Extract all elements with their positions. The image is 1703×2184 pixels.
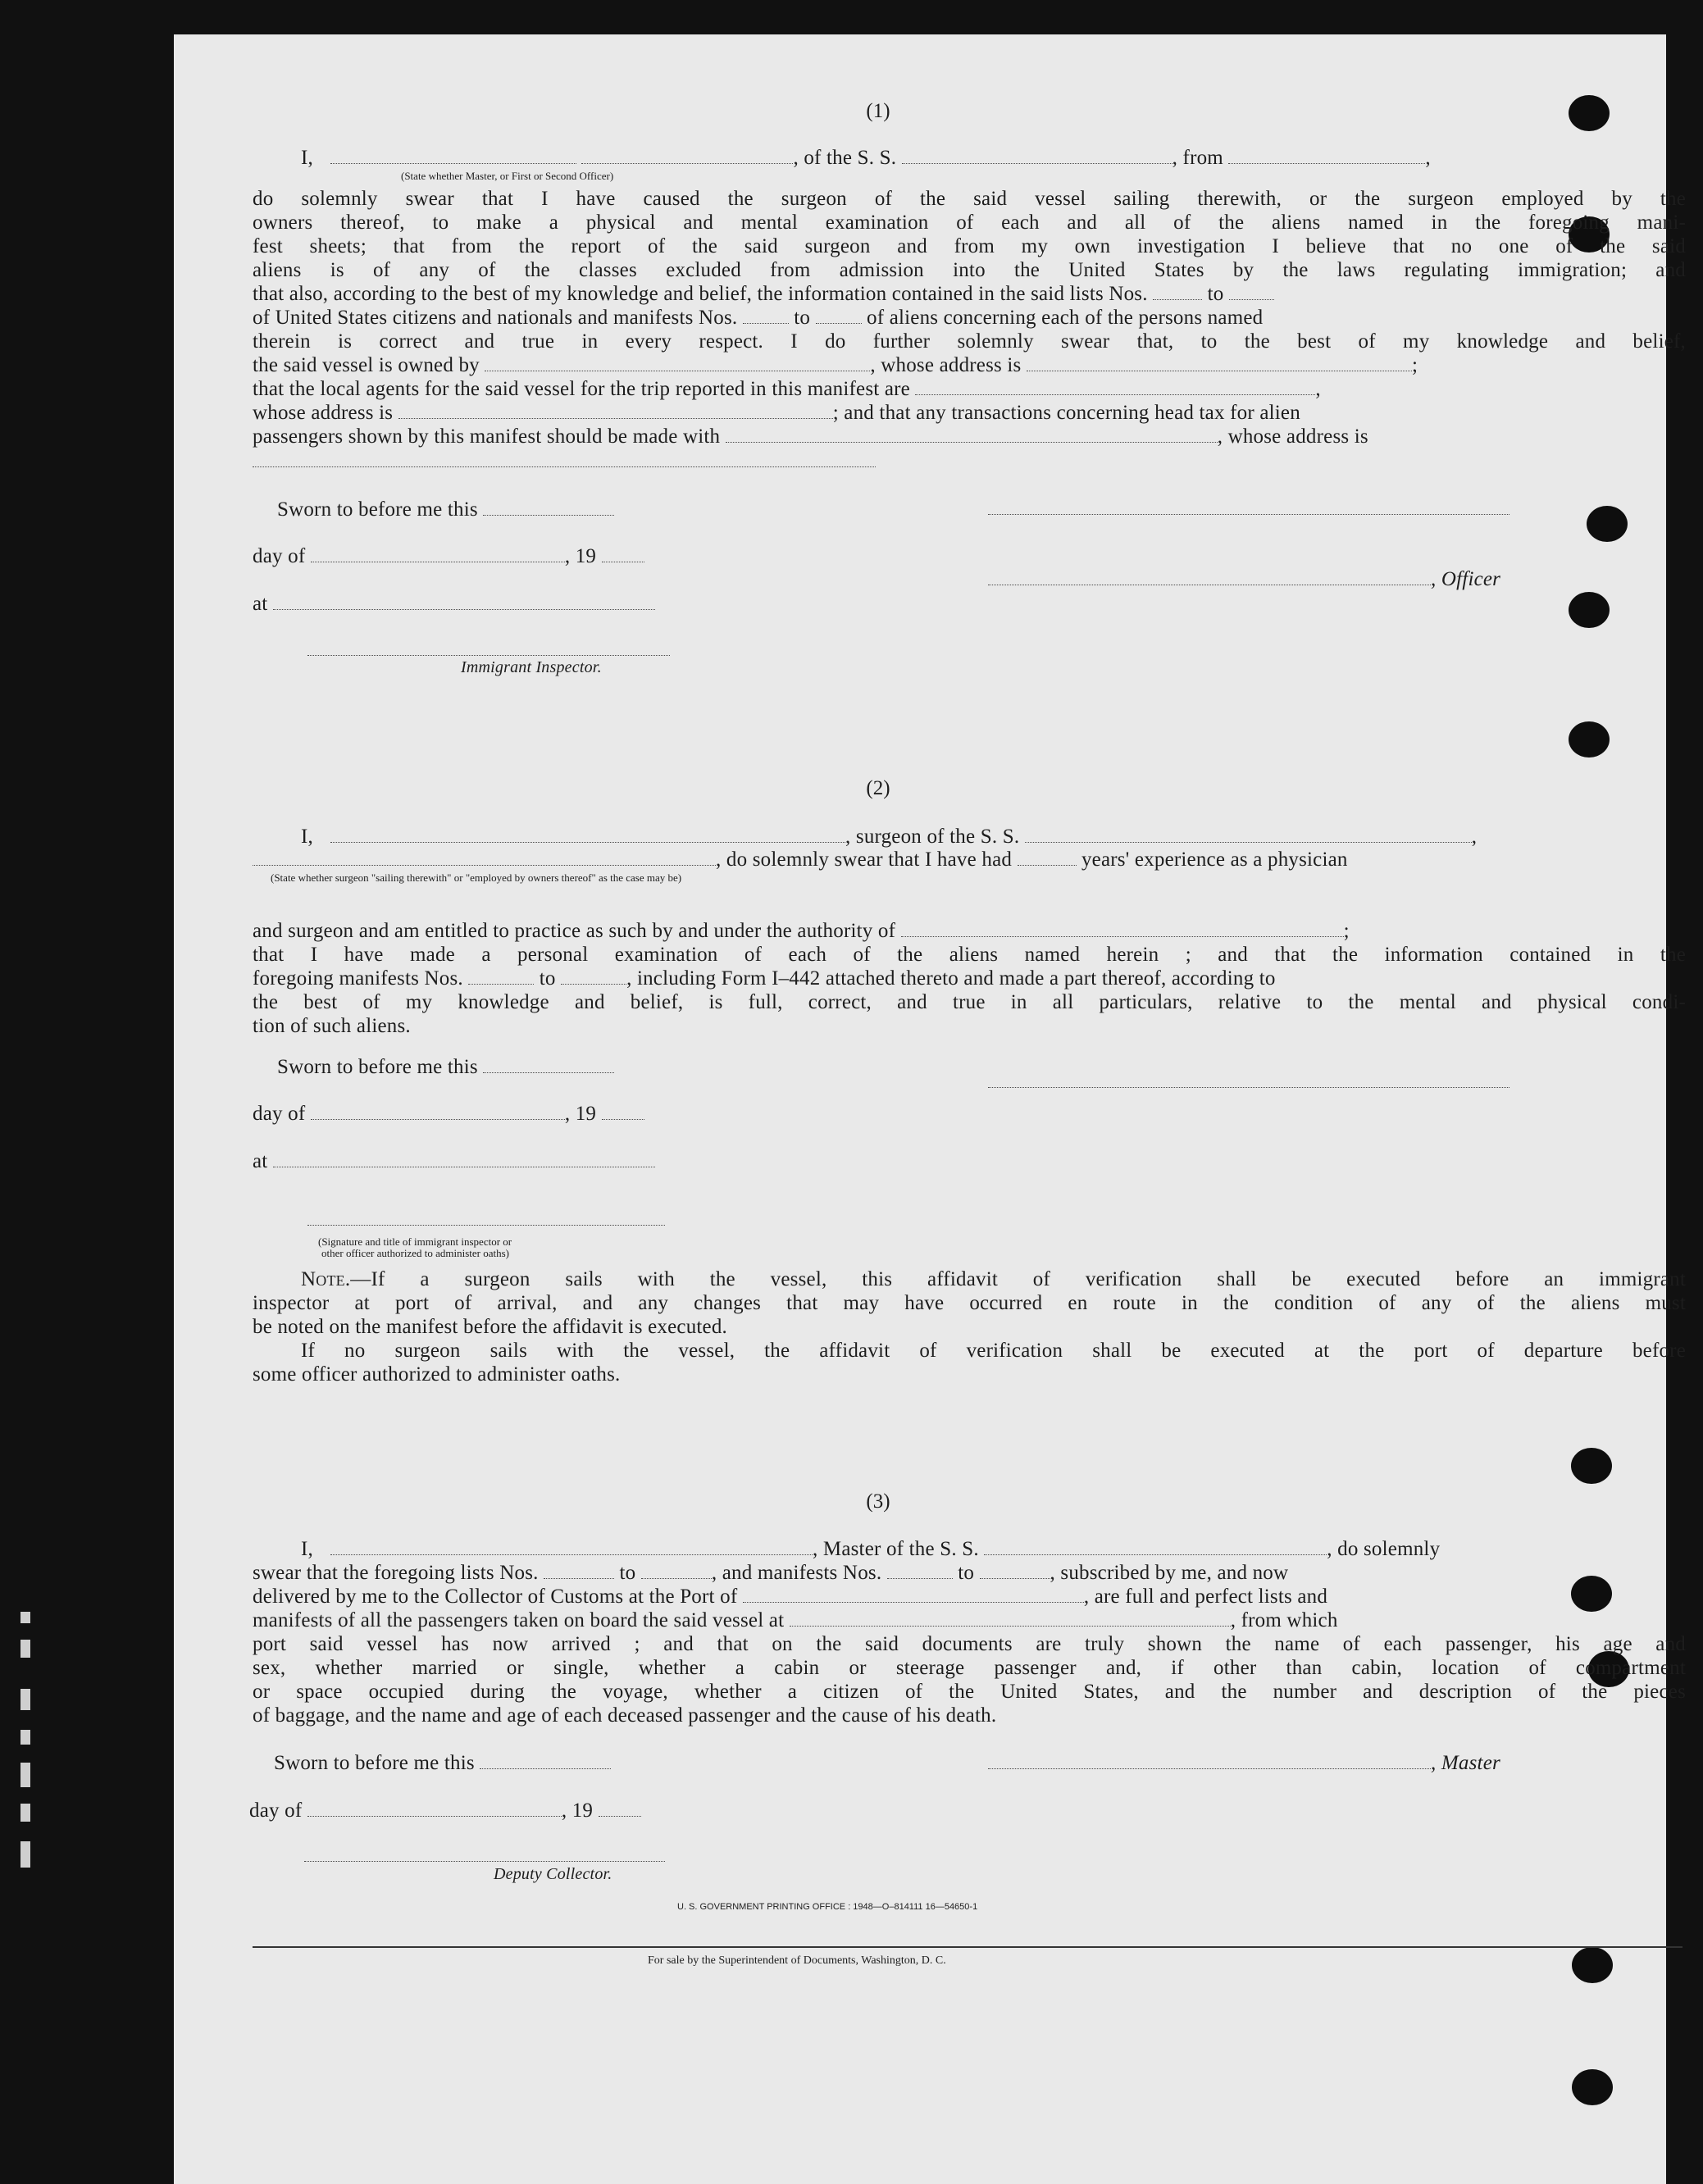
s2-authority-label: and surgeon and am entitled to practice as such by and under the authority of xyxy=(253,920,896,942)
s1-officer-signature-line[interactable] xyxy=(988,514,1509,515)
s2-authority-blank[interactable] xyxy=(901,921,1344,937)
s1-para-line: that the local agents for the said vessel for the trip reported in this manifest are , xyxy=(253,378,1321,400)
s3-para-line xyxy=(253,1608,1686,1632)
s1-label-i: I, xyxy=(301,147,313,169)
s3-lists-to: to xyxy=(619,1562,636,1584)
s3-master xyxy=(988,1751,1500,1775)
s2-para-line: that I have made a personal examination of each of the aliens named herein ; and that the information contained in the xyxy=(253,944,1686,966)
s3-day-of xyxy=(249,1799,641,1822)
s1-para-line: aliens is of any of the classes excluded from admission into the United States by the laws regulating immigration; and xyxy=(253,259,1686,281)
s3-port-departure-blank[interactable] xyxy=(790,1611,1231,1627)
s3-manifests-to-blank[interactable] xyxy=(980,1563,1050,1579)
s1-day-of-label: day of xyxy=(253,545,306,567)
s2-note-line xyxy=(301,1267,1686,1291)
s3-lists-from-blank[interactable] xyxy=(544,1563,614,1579)
s3-sworn-day-blank[interactable] xyxy=(480,1754,611,1769)
s2-day-of xyxy=(253,1102,644,1126)
section-2-heading: (2) xyxy=(866,777,890,799)
s2-manifests-from-blank[interactable] xyxy=(468,969,534,985)
s2-manifests-to-blank[interactable] xyxy=(561,969,626,985)
s3-para-line: port said vessel has now arrived ; and that on the said documents are truly shown the name of each passenger, his age and xyxy=(253,1633,1686,1655)
s1-label-of-ss: of the S. S. xyxy=(804,147,897,169)
s2-surgeon-signature-line[interactable] xyxy=(988,1087,1509,1088)
s3-line-i xyxy=(301,1537,1686,1561)
s2-vessel-blank[interactable] xyxy=(1025,827,1472,843)
s1-vessel-blank[interactable] xyxy=(902,148,1173,164)
punch-hole xyxy=(1569,721,1610,758)
s2-sworn-day-blank[interactable] xyxy=(483,1058,614,1073)
s2-label-i: I, xyxy=(301,826,313,848)
s1-para-line xyxy=(253,425,1686,448)
s2-experience xyxy=(253,848,1686,871)
s1-para-line xyxy=(253,306,1686,330)
s3-deputy-signature-line[interactable] xyxy=(304,1861,665,1862)
s1-owner-address-label: , whose address is xyxy=(870,354,1022,376)
s1-sworn-day-blank[interactable] xyxy=(483,500,614,516)
punch-hole xyxy=(1569,592,1610,628)
s1-address-continuation-blank[interactable] xyxy=(253,466,876,467)
s3-from-which: , from which xyxy=(1230,1609,1338,1631)
s3-para-line xyxy=(253,1585,1686,1608)
s2-line-i: I, , surgeon of the S. S. , xyxy=(301,826,1478,848)
s1-sworn xyxy=(277,498,614,521)
s3-name-blank[interactable] xyxy=(330,1540,813,1555)
s2-physician-label: years' experience as a physician xyxy=(1081,849,1348,871)
s2-manifests-to: to xyxy=(539,967,556,990)
s2-years-blank[interactable] xyxy=(1018,850,1077,866)
s1-day-month-blank[interactable] xyxy=(311,547,565,562)
film-edge-mark xyxy=(20,1804,30,1822)
s3-para-line: or space occupied during the voyage, whether a citizen of the United States, and the number and description of the pieces xyxy=(253,1681,1686,1703)
s2-signature-caption: other officer authorized to administer oaths) xyxy=(321,1247,509,1259)
s1-line-i: I, , of the S. S. , from , xyxy=(301,147,1431,169)
s2-year-prefix: , 19 xyxy=(564,1103,597,1125)
s1-head-tax-text: ; and that any transactions concerning head tax for alien xyxy=(832,402,1300,424)
s1-day-of xyxy=(253,544,644,568)
punch-hole xyxy=(1569,95,1610,131)
punch-hole xyxy=(1572,1947,1613,1983)
s3-manifests-from-blank[interactable] xyxy=(887,1563,953,1579)
s2-note-text: —If a surgeon sails with the vessel, this affidavit of verification shall be executed before an immigrant xyxy=(350,1268,1686,1290)
s3-taken-label: manifests of all the passengers taken on board the said vessel at xyxy=(253,1609,785,1631)
s2-form-text: , including Form I–442 attached thereto and made a part thereof, according to xyxy=(626,967,1276,990)
s3-para-line: sex, whether married or single, whether a cabin or steerage passenger and, if other than cabin, location of compartment xyxy=(253,1657,1686,1679)
s3-master-label: , Master xyxy=(1431,1752,1500,1774)
s1-lists-from-blank[interactable] xyxy=(1153,284,1202,300)
s2-year-blank[interactable] xyxy=(602,1104,644,1120)
s3-manifests-label: , and manifests Nos. xyxy=(711,1562,882,1584)
s1-sworn-label: Sworn to before me this xyxy=(277,498,478,521)
s2-para-line: tion of such aliens. xyxy=(253,1015,411,1037)
s1-year-blank[interactable] xyxy=(602,547,644,562)
s1-manifests-from-blank[interactable] xyxy=(743,308,789,324)
s3-day-month-blank[interactable] xyxy=(307,1801,562,1817)
s1-para-line xyxy=(253,401,1686,425)
s1-at xyxy=(253,592,655,616)
s1-owner-address-blank[interactable] xyxy=(1027,356,1412,371)
s3-perfect-text: , are full and perfect lists and xyxy=(1083,1586,1328,1608)
s2-sworn xyxy=(277,1055,614,1079)
film-edge-mark xyxy=(20,1763,30,1787)
s1-head-tax-with: passengers shown by this manifest should be made with xyxy=(253,425,721,448)
s2-inspector-signature-line[interactable] xyxy=(307,1225,665,1226)
s2-at xyxy=(253,1149,655,1173)
film-edge-mark xyxy=(20,1640,30,1658)
s3-sworn-label: Sworn to before me this xyxy=(274,1752,475,1774)
s3-para-line: of baggage, and the name and age of each deceased passenger and the cause of his death. xyxy=(253,1704,997,1727)
s1-para-line: do solemnly swear that I have caused the surgeon of the said vessel sailing therewith, or the surgeon employed by the xyxy=(253,188,1686,210)
s1-inspector-label: Immigrant Inspector. xyxy=(461,658,602,676)
s1-agent-address-label: whose address is xyxy=(253,402,394,424)
s3-deputy-label: Deputy Collector. xyxy=(494,1865,612,1883)
s3-label-i: I, xyxy=(301,1538,313,1560)
s2-signature-caption: (Signature and title of immigrant inspector or xyxy=(318,1235,512,1248)
film-edge-mark xyxy=(20,1841,30,1868)
s1-name-blank[interactable] xyxy=(330,148,576,164)
s3-sworn xyxy=(274,1751,611,1775)
s2-para-line: the best of my knowledge and belief, is full, correct, and true in all particulars, relative to the mental and physical condi- xyxy=(253,991,1686,1013)
s2-surgeon-of-label: , surgeon of the S. S. xyxy=(845,826,1020,848)
s1-at-label: at xyxy=(253,593,268,615)
section-1-heading: (1) xyxy=(866,100,890,122)
punch-hole xyxy=(1571,1448,1612,1484)
s2-note-line: If no surgeon sails with the vessel, the affidavit of verification shall be executed at the port of departure before xyxy=(301,1340,1686,1362)
footer-rule xyxy=(253,1946,1683,1948)
s1-from-blank[interactable] xyxy=(1228,148,1425,164)
punch-hole xyxy=(1572,2069,1613,2105)
film-edge-mark xyxy=(20,1612,30,1623)
s1-owned-by: the said vessel is owned by xyxy=(253,354,480,376)
s2-manifests-label: foregoing manifests Nos. xyxy=(253,967,463,990)
s2-at-blank[interactable] xyxy=(273,1152,655,1167)
film-edge-mark xyxy=(20,1730,30,1745)
s1-aliens-text: of aliens concerning each of the persons named xyxy=(867,307,1264,329)
for-sale-note: For sale by the Superintendent of Documents, Washington, D. C. xyxy=(648,1954,946,1967)
s3-master-signature-blank[interactable] xyxy=(988,1754,1431,1769)
s3-year-blank[interactable] xyxy=(599,1801,641,1817)
s1-para-line xyxy=(253,282,1686,306)
s3-lists-to-blank[interactable] xyxy=(641,1563,712,1579)
s3-year-prefix: , 19 xyxy=(561,1800,594,1822)
s1-head-tax-address-label: , whose address is xyxy=(1217,425,1368,448)
s1-para-line: owners thereof, to make a physical and mental examination of each and all of the aliens named in the foregoing mani- xyxy=(253,212,1686,234)
s2-at-label: at xyxy=(253,1150,268,1172)
s1-rank-blank[interactable] xyxy=(581,148,793,164)
s2-swear-label: , do solemnly swear that I have had xyxy=(716,849,1013,871)
s2-note-label: Note. xyxy=(301,1268,351,1290)
s1-officer-blank[interactable] xyxy=(988,570,1431,585)
s2-note-line: be noted on the manifest before the affidavit is executed. xyxy=(253,1316,727,1338)
s1-para-line: therein is correct and true in every respect. I do further solemnly swear that, to the best of my knowledge and belief, xyxy=(253,330,1686,353)
s3-subscribed-text: , subscribed by me, and now xyxy=(1050,1562,1289,1584)
s3-port-blank[interactable] xyxy=(743,1587,1084,1603)
s1-manifests-to: to xyxy=(794,307,811,329)
s1-officer xyxy=(988,567,1500,591)
form-page xyxy=(174,34,1686,2184)
s3-lists-label: swear that the foregoing lists Nos. xyxy=(253,1562,539,1584)
s2-day-of-label: day of xyxy=(253,1103,306,1125)
section-3-heading: (3) xyxy=(866,1490,890,1513)
s2-para-line: and surgeon and am entitled to practice as such by and under the authority of ; xyxy=(253,920,1350,942)
s1-manifests-text: of United States citizens and nationals and manifests Nos. xyxy=(253,307,738,329)
s1-para-line: fest sheets; that from the report of the said surgeon and from my own investigation I believe that no one of the said xyxy=(253,235,1686,257)
s2-note-line: some officer authorized to administer oaths. xyxy=(253,1363,621,1385)
s1-rank-caption: (State whether Master, or First or Second Officer) xyxy=(401,170,614,182)
s3-day-of-label: day of xyxy=(249,1800,303,1822)
s2-day-month-blank[interactable] xyxy=(311,1104,565,1120)
s1-year-prefix: , 19 xyxy=(564,545,597,567)
s3-vessel-blank[interactable] xyxy=(984,1540,1327,1555)
s2-note-line: inspector at port of arrival, and any changes that may have occurred en route in the condition of any of the aliens must xyxy=(253,1292,1686,1314)
s3-port-label: delivered by me to the Collector of Customs at the Port of xyxy=(253,1586,738,1608)
s1-at-blank[interactable] xyxy=(273,594,655,610)
s1-manifests-to-blank[interactable] xyxy=(816,308,862,324)
punch-hole xyxy=(1587,506,1628,542)
s3-para-line xyxy=(253,1561,1686,1585)
s2-capacity-blank[interactable] xyxy=(253,850,716,866)
s1-agents-text: that the local agents for the said vessel for the trip reported in this manifest are xyxy=(253,378,910,400)
s1-para-line: the said vessel is owned by , whose address is ; xyxy=(253,354,1418,376)
s1-agents-blank[interactable] xyxy=(915,380,1315,395)
s1-lists-text: that also, according to the best of my knowledge and belief, the information contained in the said lists Nos. xyxy=(253,283,1148,305)
s3-solemnly-label: , do solemnly xyxy=(1327,1538,1441,1560)
s1-label-from: from xyxy=(1182,147,1223,169)
printing-office-imprint: U. S. GOVERNMENT PRINTING OFFICE : 1948—O–814111 16—54650-1 xyxy=(677,1902,978,1912)
s1-owner-blank[interactable] xyxy=(485,356,870,371)
s2-sworn-label: Sworn to before me this xyxy=(277,1056,478,1078)
s1-officer-label: , Officer xyxy=(1431,568,1501,590)
s3-master-of-label: , Master of the S. S. xyxy=(813,1538,979,1560)
s1-head-tax-blank[interactable] xyxy=(726,427,1218,443)
s1-lists-to-blank[interactable] xyxy=(1229,284,1274,300)
s1-lists-to: to xyxy=(1207,283,1224,305)
s3-manifests-to: to xyxy=(958,1562,975,1584)
s2-capacity-caption: (State whether surgeon "sailing therewith" or "employed by owners thereof" as the case may be) xyxy=(271,871,682,884)
s1-agent-address-blank[interactable] xyxy=(398,403,833,419)
film-edge-mark xyxy=(20,1689,30,1710)
s2-name-blank[interactable] xyxy=(330,827,845,843)
s2-para-line xyxy=(253,967,1686,990)
